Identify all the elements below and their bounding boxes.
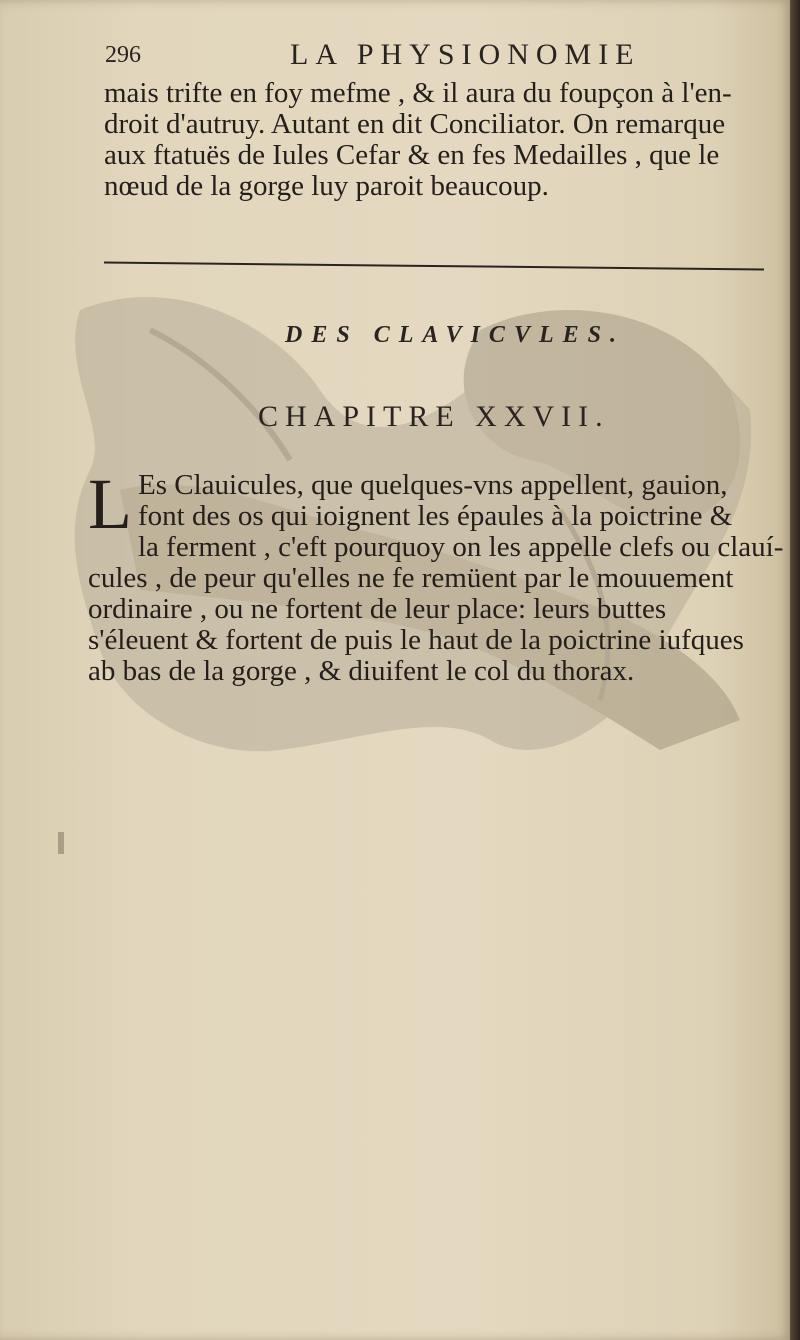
- text-line: cules , de peur qu'elles ne fe remüent par le mouuement: [88, 562, 734, 594]
- text-line: la ferment , c'eft pourquoy on les appelle clefs ou clauí-: [137, 531, 784, 563]
- text-line: Es Clauicules, que quelques-vns appellent, gauion,: [137, 469, 728, 501]
- drop-cap: L: [88, 464, 132, 544]
- running-title: LA PHYSIONOMIE: [290, 38, 641, 71]
- body-paragraph: [88, 464, 784, 687]
- running-head: [105, 38, 752, 78]
- text-line: aux ftatuës de Iules Cefar & en fes Medailles , que le: [104, 139, 720, 171]
- book-spine: [790, 0, 800, 1340]
- chapter-title: CHAPITRE XXVII.: [258, 400, 610, 433]
- text-line: ab bas de la gorge , & diuifent le col du thorax.: [88, 655, 635, 687]
- text-line: font des os qui ioignent les épaules à la poictrine &: [137, 500, 733, 532]
- text-line: nœud de la gorge luy paroit beaucoup.: [104, 170, 549, 202]
- text-line: droit d'autruy. Autant en dit Conciliator. On remarque: [104, 108, 726, 140]
- chapter-body: [88, 464, 784, 687]
- continued-paragraph: [104, 78, 764, 202]
- page-number: 296: [105, 42, 141, 68]
- text-line: ordinaire , ou ne fortent de leur place: leurs buttes: [88, 593, 667, 625]
- text-line: s'éleuent & fortent de puis le haut de la poictrine iufques: [88, 624, 744, 656]
- section-title: DES CLAVICVLES.: [285, 322, 625, 348]
- margin-mark: [58, 832, 64, 854]
- text-line: mais trifte en foy mefme , & il aura du foupçon à l'en-: [104, 77, 732, 109]
